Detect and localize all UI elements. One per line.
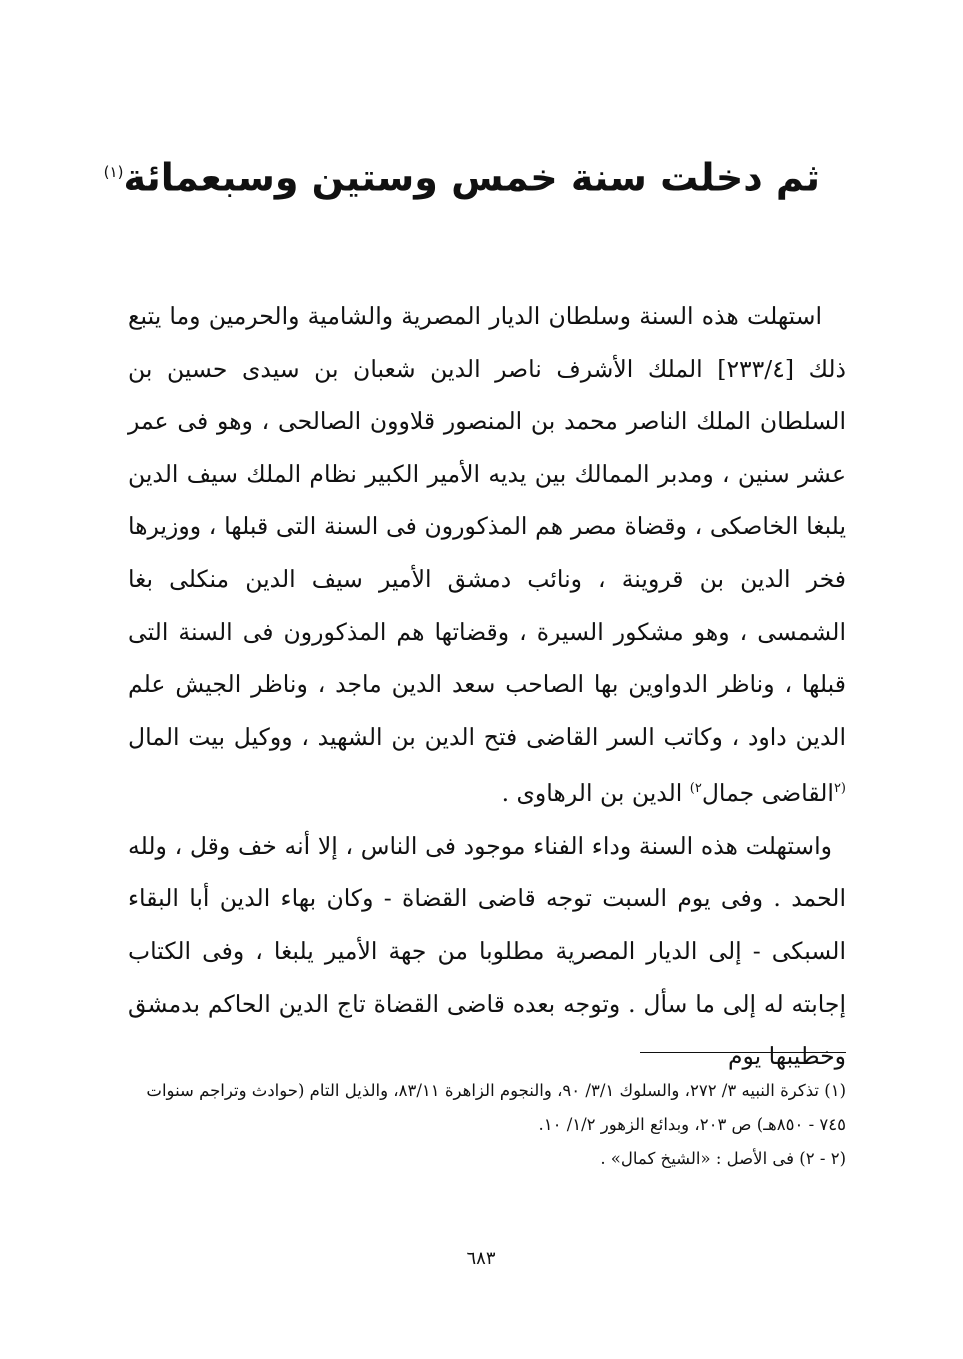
paragraph-1-part-3: القاضى جمال [701,779,834,808]
paragraph-1-part-1: استهلت هذه السنة وسلطان الديار المصرية والشامية والحرمين وما يتبع ذلك [128,302,847,383]
chapter-title [103,140,820,210]
chapter-title-text: ثم دخلت سنة خمس وستين وسبعمائة [123,155,820,200]
footnote-ref-open: (٢ [833,781,846,797]
title-footnote-ref: (١) [103,163,124,181]
page-number: ٦٨٣ [466,1248,496,1269]
footnote-divider [640,1052,846,1053]
footnote: (١) تذكرة النبيه ٣/ ٢٧٢، والسلوك ٣/١/ ٩٠، والنجوم الزاهرة ٨٣/١١، والذيل التام (حوادث وتراجم سنوات ٧٤٥ - ٨٥٠هـ) ص ٢٠٣، وبدائع الزهور ١/٢/ ١٠. [146,1081,846,1134]
footnotes [128,1074,846,1176]
paragraph [128,290,846,820]
paragraph-1-part-2: الملك الأشرف ناصر الدين شعبان بن سيدى حسين بن السلطان الملك الناصر محمد بن المنصور قلاوون الصالحى ، وهو فى عمر عشر سنين ، ومدبر الممالك بين يديه الأمير الكبير نظام الملك سيف الدين يلبغا الخاصكى ، وقضاة مصر هم المذكورون فى السنة التى قبلها ، ووزيرها فخر الدين بن قروينة ، ونائب دمشق الأمير سيف الدين منكلى بغا الشمسى ، وهو مشكور السيرة ، وقضاتها هم المذكورون فى السنة التى قبلها ، وناظر الدواوين بها الصاحب سعد الدين ماجد ، وناظر الجيش علم الدين داود ، وكاتب السر القاضى فتح الدين بن الشهيد ، ووكيل بيت المال [128,354,846,751]
footnote-ref-close: ٢) [689,781,702,797]
footnote: (٢ - ٢) فى الأصل : «الشيخ كمال» . [600,1149,846,1168]
page-marker: [٢٣٣/٤] [717,354,795,383]
main-text [128,290,846,1083]
paragraph-1-part-4: الدين بن الرهاوى . [501,779,690,808]
paragraph: واستهلت هذه السنة وداء الفناء موجود فى الناس ، إلا أنه خف وقل ، ولله الحمد . وفى يوم السبت توجه قاضى القضاة - وكان بهاء الدين أبا البقاء السبكى - إلى الديار المصرية مطلوبا من جهة الأمير يلبغا ، وفى الكتاب إجابته له إلى ما سأل . وتوجه بعده قاضى القضاة تاج الدين الحاكم بدمشق وخطيبها يوم [128,831,846,1071]
